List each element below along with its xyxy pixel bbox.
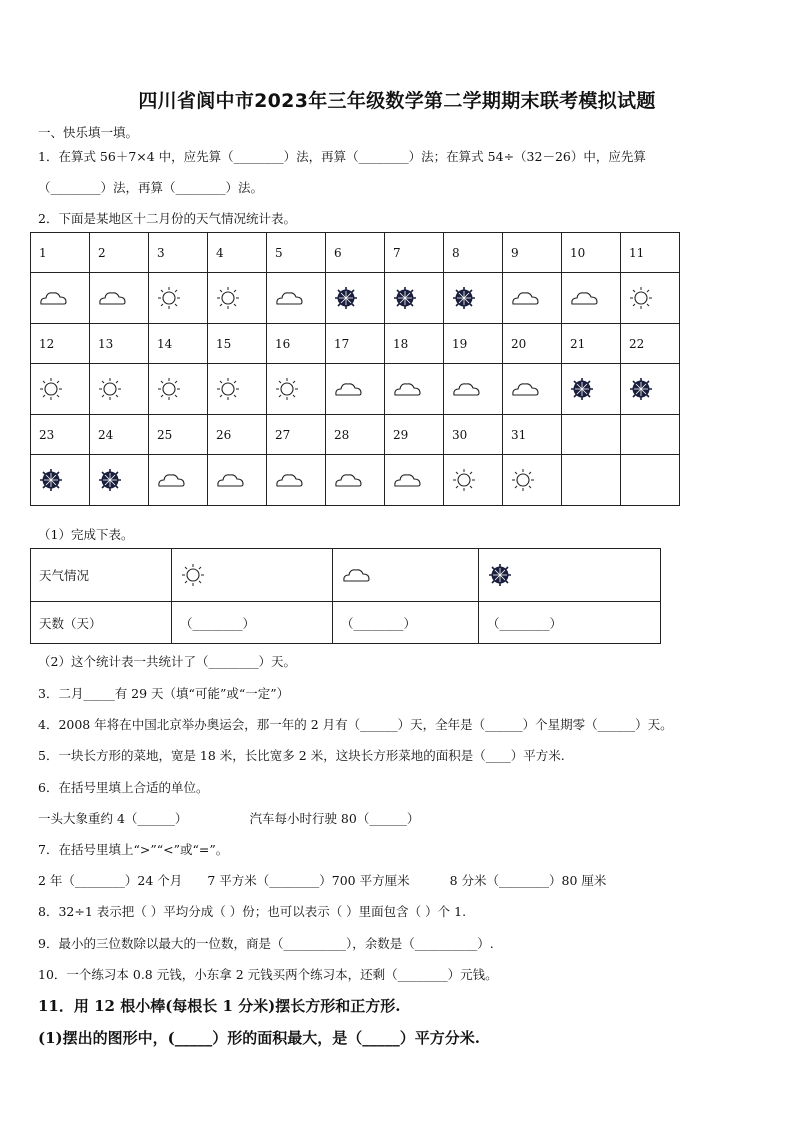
day-number: 22	[621, 324, 680, 364]
day-number: 29	[385, 415, 444, 455]
day-number: 10	[562, 233, 621, 273]
day-weather-cell	[90, 455, 149, 506]
day-weather-cell	[208, 364, 267, 415]
cloud-icon	[274, 286, 304, 310]
day-weather-cell	[621, 273, 680, 324]
day-number: 15	[208, 324, 267, 364]
cloud-icon	[392, 377, 422, 401]
day-number: 24	[90, 415, 149, 455]
day-number: 20	[503, 324, 562, 364]
sun-icon	[180, 563, 206, 587]
day-number: 12	[31, 324, 90, 364]
day-number: 11	[621, 233, 680, 273]
cloud-icon	[451, 377, 481, 401]
question-6: 6．在括号里填上合适的单位。	[38, 780, 209, 795]
sun-icon	[215, 377, 241, 401]
day-weather-cell	[385, 455, 444, 506]
summary-table	[30, 548, 661, 644]
cloud-icon	[569, 286, 599, 310]
day-number: 19	[444, 324, 503, 364]
snow-icon	[97, 468, 123, 492]
day-weather-cell	[326, 455, 385, 506]
day-weather-cell	[326, 273, 385, 324]
question-1-line-2: （________）法，再算（________）法。	[38, 180, 264, 195]
day-weather-cell	[444, 273, 503, 324]
section-1-heading: 一、快乐填一填。	[38, 125, 139, 140]
day-number: 9	[503, 233, 562, 273]
day-weather-cell	[562, 273, 621, 324]
sun-icon	[451, 468, 477, 492]
question-11: 11．用 12 根小棒(每根长 1 分米)摆长方形和正方形.	[38, 997, 401, 1015]
day-weather-cell	[385, 364, 444, 415]
subquestion-2: （2）这个统计表一共统计了（________）天。	[38, 654, 296, 669]
day-number: 3	[149, 233, 208, 273]
cloud-icon	[341, 563, 371, 587]
snow-icon	[628, 377, 654, 401]
cloud-icon	[215, 468, 245, 492]
question-2: 2．下面是某地区十二月份的天气情况统计表。	[38, 211, 296, 226]
day-weather-cell	[90, 364, 149, 415]
day-weather-cell	[267, 364, 326, 415]
cloud-icon	[97, 286, 127, 310]
question-6a: 一头大象重约 4（______）	[38, 811, 188, 826]
question-7a: 2 年（________）24 个月	[38, 873, 183, 888]
cloud-days-blank[interactable]: （________）	[333, 602, 479, 644]
day-number: 23	[31, 415, 90, 455]
day-weather-cell	[621, 455, 680, 506]
day-number: 17	[326, 324, 385, 364]
day-weather-cell	[149, 273, 208, 324]
day-weather-cell	[31, 364, 90, 415]
snow-icon	[392, 286, 418, 310]
day-weather-cell	[444, 364, 503, 415]
cloud-icon	[333, 468, 363, 492]
day-weather-cell	[503, 364, 562, 415]
cloud-icon	[333, 377, 363, 401]
page-title: 四川省阆中市2023年三年级数学第二学期期末联考模拟试题	[138, 90, 656, 112]
cloud-icon	[156, 468, 186, 492]
snow-icon	[333, 286, 359, 310]
question-9: 9．最小的三位数除以最大的一位数，商是（__________），余数是（__________）.	[38, 936, 494, 951]
day-number: 28	[326, 415, 385, 455]
day-number: 16	[267, 324, 326, 364]
day-number: 6	[326, 233, 385, 273]
day-weather-cell	[503, 273, 562, 324]
day-weather-cell	[208, 273, 267, 324]
day-weather-cell	[149, 455, 208, 506]
question-1-line-1: 1．在算式 56＋7×4 中，应先算（________）法，再算（________）法；在算式 54÷（32－26）中，应先算	[38, 149, 646, 164]
day-number: 27	[267, 415, 326, 455]
sun-icon	[628, 286, 654, 310]
question-7c: 8 分米（________）80 厘米	[449, 873, 607, 888]
day-number	[562, 415, 621, 455]
weather-table	[30, 232, 680, 506]
day-number: 8	[444, 233, 503, 273]
question-7b: 7 平方米（________）700 平方厘米	[207, 873, 410, 888]
day-weather-cell	[31, 455, 90, 506]
day-number: 14	[149, 324, 208, 364]
day-weather-cell	[90, 273, 149, 324]
day-number	[621, 415, 680, 455]
day-number: 7	[385, 233, 444, 273]
question-10: 10．一个练习本 0.8 元钱，小东拿 2 元钱买两个练习本，还剩（________）元钱。	[38, 967, 498, 982]
snow-days-blank[interactable]: （________）	[479, 602, 661, 644]
day-number: 2	[90, 233, 149, 273]
sun-icon	[510, 468, 536, 492]
day-number: 1	[31, 233, 90, 273]
day-number: 5	[267, 233, 326, 273]
cloud-icon	[510, 286, 540, 310]
day-weather-cell	[444, 455, 503, 506]
question-8: 8．32÷1 表示把（ ）平均分成（ ）份；也可以表示（ ）里面包含（ ）个 1.	[38, 904, 467, 919]
cloud-icon	[38, 286, 68, 310]
question-4: 4．2008 年将在中国北京举办奥运会，那一年的 2 月有（______）天，全年是（______）个星期零（______）天。	[38, 717, 673, 732]
question-7: 7．在括号里填上“>”“<”或“=”。	[38, 842, 229, 857]
question-6b: 汽车每小时行驶 80（______）	[249, 811, 420, 826]
question-7-items	[38, 871, 606, 889]
day-weather-cell	[267, 273, 326, 324]
snow-icon	[38, 468, 64, 492]
question-3: 3．二月_____有 29 天（填“可能”或“一定”）	[38, 686, 290, 701]
day-number: 18	[385, 324, 444, 364]
snow-icon	[451, 286, 477, 310]
day-number: 30	[444, 415, 503, 455]
day-weather-cell	[385, 273, 444, 324]
sun-icon	[156, 377, 182, 401]
day-weather-cell	[31, 273, 90, 324]
day-weather-cell	[562, 455, 621, 506]
sun-days-blank[interactable]: （________）	[172, 602, 333, 644]
question-6-items	[38, 809, 419, 827]
sun-icon	[38, 377, 64, 401]
cloud-icon	[392, 468, 422, 492]
days-label: 天数（天）	[31, 602, 172, 644]
day-weather-cell	[208, 455, 267, 506]
day-number: 4	[208, 233, 267, 273]
day-weather-cell	[267, 455, 326, 506]
sun-icon	[215, 286, 241, 310]
snow-icon	[487, 563, 513, 587]
day-number: 13	[90, 324, 149, 364]
snow-icon	[569, 377, 595, 401]
day-number: 25	[149, 415, 208, 455]
weather-label: 天气情况	[31, 549, 172, 602]
question-5: 5．一块长方形的菜地，宽是 18 米，长比宽多 2 米，这块长方形菜地的面积是（____）平方米.	[38, 748, 565, 763]
question-11a: (1)摆出的图形中，(_____）形的面积最大，是（_____）平方分米.	[38, 1029, 480, 1047]
cloud-icon	[274, 468, 304, 492]
day-weather-cell	[621, 364, 680, 415]
day-number: 26	[208, 415, 267, 455]
day-number: 21	[562, 324, 621, 364]
cloud-icon	[510, 377, 540, 401]
sun-icon	[97, 377, 123, 401]
subquestion-1: （1）完成下表。	[38, 527, 134, 542]
day-weather-cell	[326, 364, 385, 415]
day-weather-cell	[503, 455, 562, 506]
day-weather-cell	[562, 364, 621, 415]
sun-icon	[274, 377, 300, 401]
day-weather-cell	[149, 364, 208, 415]
day-number: 31	[503, 415, 562, 455]
sun-icon	[156, 286, 182, 310]
